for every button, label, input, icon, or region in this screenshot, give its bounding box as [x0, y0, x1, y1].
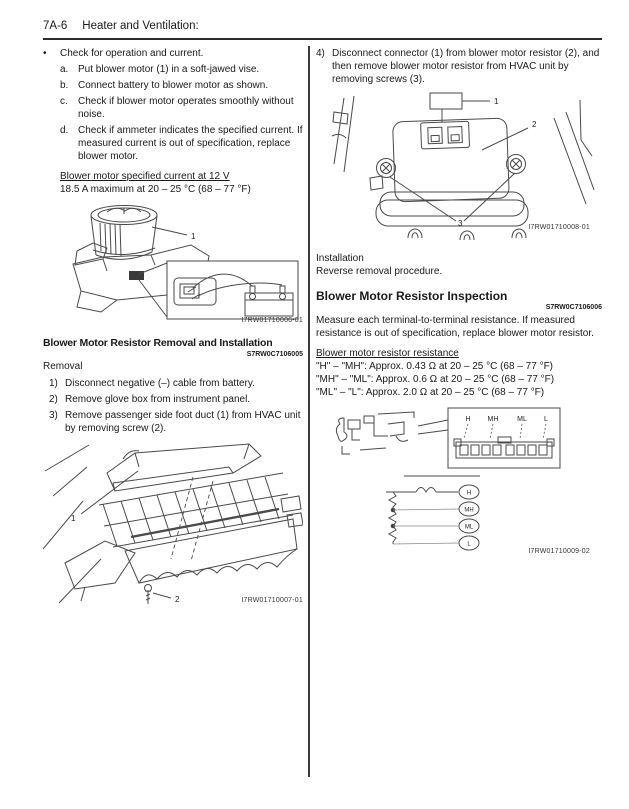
- current-spec-value: 18.5 A maximum at 20 – 25 °C (68 – 77 °F): [60, 184, 251, 195]
- current-spec-heading: Blower motor specified current at 12 V: [60, 171, 230, 182]
- step1-text: Disconnect negative (–) cable from battery.: [65, 378, 255, 389]
- fig4-pin-ml: ML: [517, 416, 527, 423]
- removal-step-1: [49, 377, 303, 390]
- inspection-body: Measure each terminal-to-terminal resistance. If measured resistance is out of specification, replace blower motor resistor.: [316, 315, 594, 339]
- fig1-callout-1: 1: [191, 232, 196, 241]
- page-number: 7A-6: [43, 20, 68, 32]
- substep-b: [60, 79, 303, 92]
- removal-subheading: Removal: [43, 361, 83, 372]
- resistance-spec: [316, 347, 602, 399]
- right-column: [316, 47, 602, 566]
- step2-text: Remove glove box from instrument panel.: [65, 394, 251, 405]
- fig3-callout-3: 3: [458, 219, 463, 228]
- substep-b-text: Connect battery to blower motor as shown.: [78, 80, 269, 91]
- fig3-callout-2: 2: [532, 120, 537, 129]
- figure-caption: I7RW01710009-02: [528, 548, 590, 555]
- step2-label: 2): [49, 394, 58, 405]
- installation-heading: Installation: [316, 253, 364, 264]
- fig4-terminal-h: H: [466, 490, 472, 497]
- substep-a: [60, 63, 303, 76]
- left-column: [43, 47, 303, 613]
- substep-c-label: c.: [60, 96, 68, 107]
- blower-motor-check-drawing: [59, 201, 302, 324]
- section-heading-inspection: Blower Motor Resistor Inspection: [316, 289, 508, 303]
- fig4-terminal-ml: ML: [464, 524, 474, 531]
- resistance-spec-heading: Blower motor resistor resistance: [316, 348, 459, 359]
- current-spec: [60, 170, 303, 196]
- substep-d-label: d.: [60, 125, 69, 136]
- resistor-inspection-drawing: [330, 406, 602, 564]
- fig4-pin-h: H: [465, 416, 471, 423]
- page-title: Heater and Ventilation:: [82, 20, 199, 32]
- figure-resistor-removal: [316, 92, 602, 242]
- step1-label: 1): [49, 378, 58, 389]
- figure-resistor-inspection: [316, 406, 602, 566]
- foot-duct-drawing: [43, 441, 303, 611]
- check-step-text: Check for operation and current.: [60, 48, 204, 59]
- header-rule: [43, 38, 602, 40]
- fig3-callout-1: 1: [494, 97, 499, 106]
- fig4-terminal-l: L: [467, 541, 471, 548]
- page-header: [43, 20, 199, 32]
- bullet-marker: •: [43, 48, 47, 59]
- installation-text: Reverse removal procedure.: [316, 266, 443, 277]
- column-divider: [308, 46, 310, 777]
- substep-b-label: b.: [60, 80, 69, 91]
- figure-foot-duct: [43, 441, 303, 613]
- resistor-removal-drawing: [330, 92, 595, 240]
- step3-label: 3): [49, 410, 58, 421]
- removal-step-2: [49, 393, 303, 406]
- substep-d: [60, 124, 303, 163]
- substep-c: [60, 95, 303, 121]
- step4-label: 4): [316, 48, 325, 59]
- step3-text: Remove passenger side foot duct (1) from HVAC unit by removing screw (2).: [65, 410, 301, 434]
- substep-d-text: Check if ammeter indicates the specified current. If measured current is out of specification, replace blower motor.: [78, 125, 303, 162]
- installation-block: [316, 252, 602, 278]
- substep-c-text: Check if blower motor operates smoothly without noise.: [78, 96, 294, 120]
- resistance-spec-h-mh: "H" – "MH": Approx. 0.43 Ω at 20 – 25 °C (68 – 77 °F): [316, 361, 554, 372]
- substep-a-label: a.: [60, 64, 69, 75]
- removal-step-3: [49, 409, 303, 435]
- fig4-pin-mh: MH: [487, 416, 499, 423]
- figure-caption: I7RW01710008-01: [528, 224, 590, 231]
- fig2-callout-1: 1: [71, 514, 76, 523]
- section-heading-removal-installation: Blower Motor Resistor Removal and Installation: [43, 337, 273, 349]
- figure-caption: I7RW01710007-01: [241, 597, 303, 604]
- fig2-callout-2: 2: [175, 595, 180, 604]
- step4-text: Disconnect connector (1) from blower motor resistor (2), and then remove blower motor resistor from HVAC unit by removing screws (3).: [332, 48, 600, 85]
- figure-blower-motor-check: [43, 201, 303, 329]
- check-step: [43, 47, 303, 60]
- resistance-spec-mh-ml: "MH" – "ML": Approx. 0.6 Ω at 20 – 25 °C (68 – 77 °F): [316, 374, 555, 385]
- resistance-spec-ml-l: "ML" – "L": Approx. 2.0 Ω at 20 – 25 °C (68 – 77 °F): [316, 387, 545, 398]
- inspection-code: S7RW0C7106006: [545, 304, 602, 311]
- figure-caption: I7RW01710006-01: [241, 317, 303, 324]
- substep-a-text: Put blower motor (1) in a soft-jawed vise.: [78, 64, 260, 75]
- removal-step-4: [316, 47, 602, 86]
- section-code: S7RW0C7106005: [246, 351, 303, 358]
- fig4-pin-l: L: [544, 416, 548, 423]
- fig4-terminal-mh: MH: [464, 507, 474, 514]
